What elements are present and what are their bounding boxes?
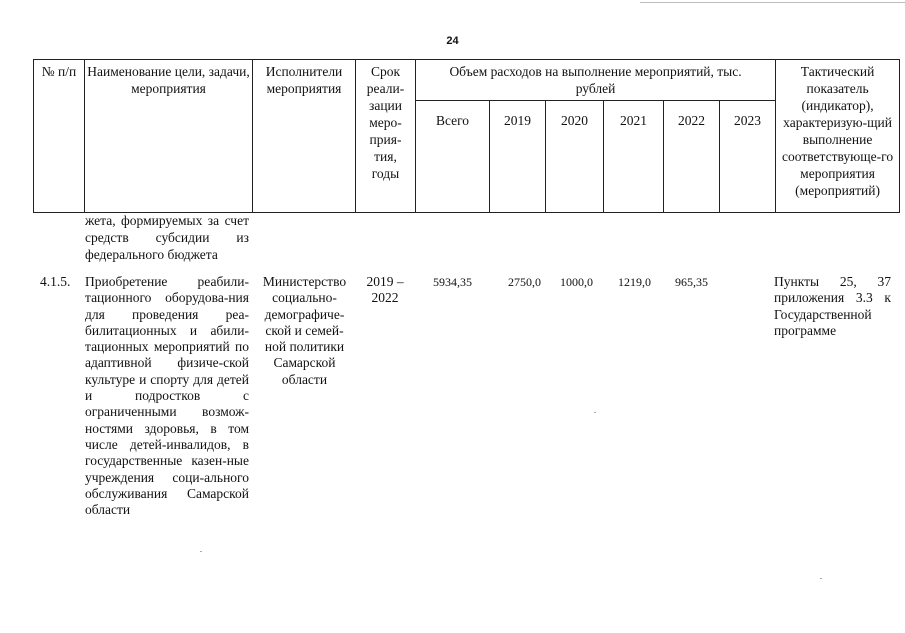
row-total: 5934,35 (433, 275, 472, 289)
row-executor: Министерство социально-демографиче-ской и семей-ной политики Самарской области (262, 274, 347, 387)
row-number: 4.1.5. (40, 274, 71, 289)
header-volume: Объем расходов на выполнение мероприятий, тыс. рублей (416, 60, 776, 101)
scan-speck (200, 551, 202, 552)
row-2021: 1219,0 (618, 275, 651, 289)
top-edge-line (640, 2, 905, 3)
header-indicator: Тактический показатель (индикатор), характеризую-щий выполнение соответствующе-го мероприятия (мероприятий) (776, 60, 900, 213)
header-year-2023: 2023 (720, 101, 776, 213)
row-name: Приобретение реабили-тационного оборудова-ния для проведения реа-билитационных и абили-тационных мероприятий по адаптивной физиче-ской культуре и спорту для детей и подростков с ограниченными возмож-ностями здоровья, в том числе детей-инвалидов, в государственные казен-ные учреждения соци-ального обслуживания Самарской области (85, 274, 249, 518)
header-year-2019: 2019 (490, 101, 546, 213)
scan-speck (594, 412, 596, 413)
row-indicator: Пункты 25, 37 приложения 3.3 к Государственной программе (774, 274, 891, 338)
table-header (33, 59, 900, 213)
continuation-text: жета, формируемых за счет средств субсидии из федерального бюджета (85, 213, 249, 262)
header-executors: Исполнители мероприятия (253, 60, 356, 213)
row-period: 2019 – 2022 (366, 274, 404, 306)
page-number: 24 (446, 35, 459, 47)
header-period: Срок реали-зации меро-прия-тия, годы (356, 60, 416, 213)
row-2020: 1000,0 (560, 275, 593, 289)
header-name: Наименование цели, задачи, мероприятия (85, 60, 253, 213)
row-2022: 965,35 (675, 275, 708, 289)
scan-speck (820, 578, 822, 579)
header-year-2022: 2022 (664, 101, 720, 213)
header-year-2021: 2021 (604, 101, 664, 213)
row-2019: 2750,0 (508, 275, 541, 289)
header-no: № п/п (34, 60, 85, 213)
header-year-2020: 2020 (546, 101, 604, 213)
header-total: Всего (416, 101, 490, 213)
